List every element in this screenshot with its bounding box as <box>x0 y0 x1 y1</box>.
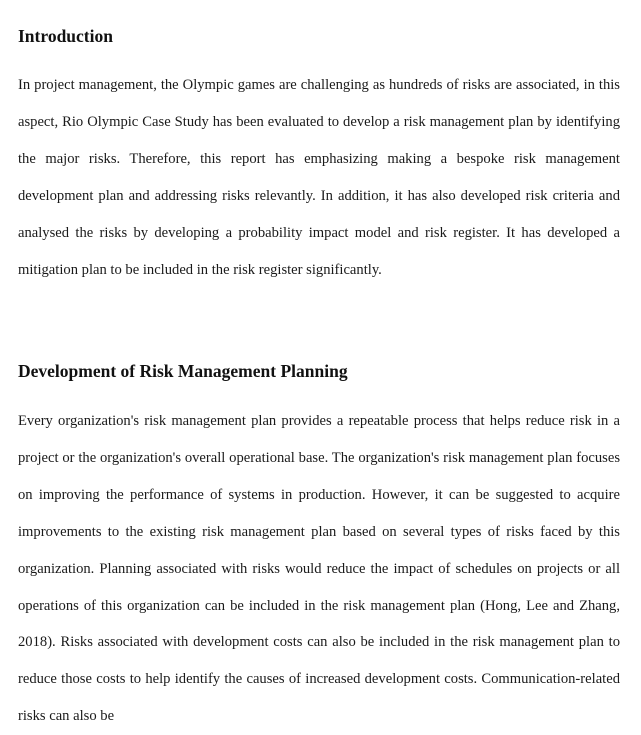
section-heading-risk-management-planning: Development of Risk Management Planning <box>18 361 348 381</box>
introduction-paragraph: In project management, the Olympic games are challenging as hundreds of risks are associated, in this aspect, Rio Olympic Case Study has been evaluated to develop a risk management plan by identifying the major risks. Therefore, this report has emphasizing making a bespoke risk management development plan and addressing risks relevantly. In addition, it has also developed risk criteria and analysed the risks by developing a probability impact model and risk register. It has developed a mitigation plan to be included in the risk register significantly. <box>18 77 620 278</box>
section-heading-introduction: Introduction <box>18 26 113 46</box>
risk-management-planning-paragraph: Every organization's risk management plan provides a repeatable process that helps reduce risk in a project or the organization's overall operational base. The organization's risk management plan focuses on improving the performance of systems in production. However, it can be suggested to acquire improvements to the existing risk management plan based on several types of risks faced by this organization. Planning associated with risks would reduce the impact of schedules on projects or all operations of this organization can be included in the risk management plan (Hong, Lee and Zhang, 2018). Risks associated with development costs can also be included in the risk management plan to reduce those costs to help identify the causes of increased development costs. Communication-related risks can also be <box>18 413 620 725</box>
